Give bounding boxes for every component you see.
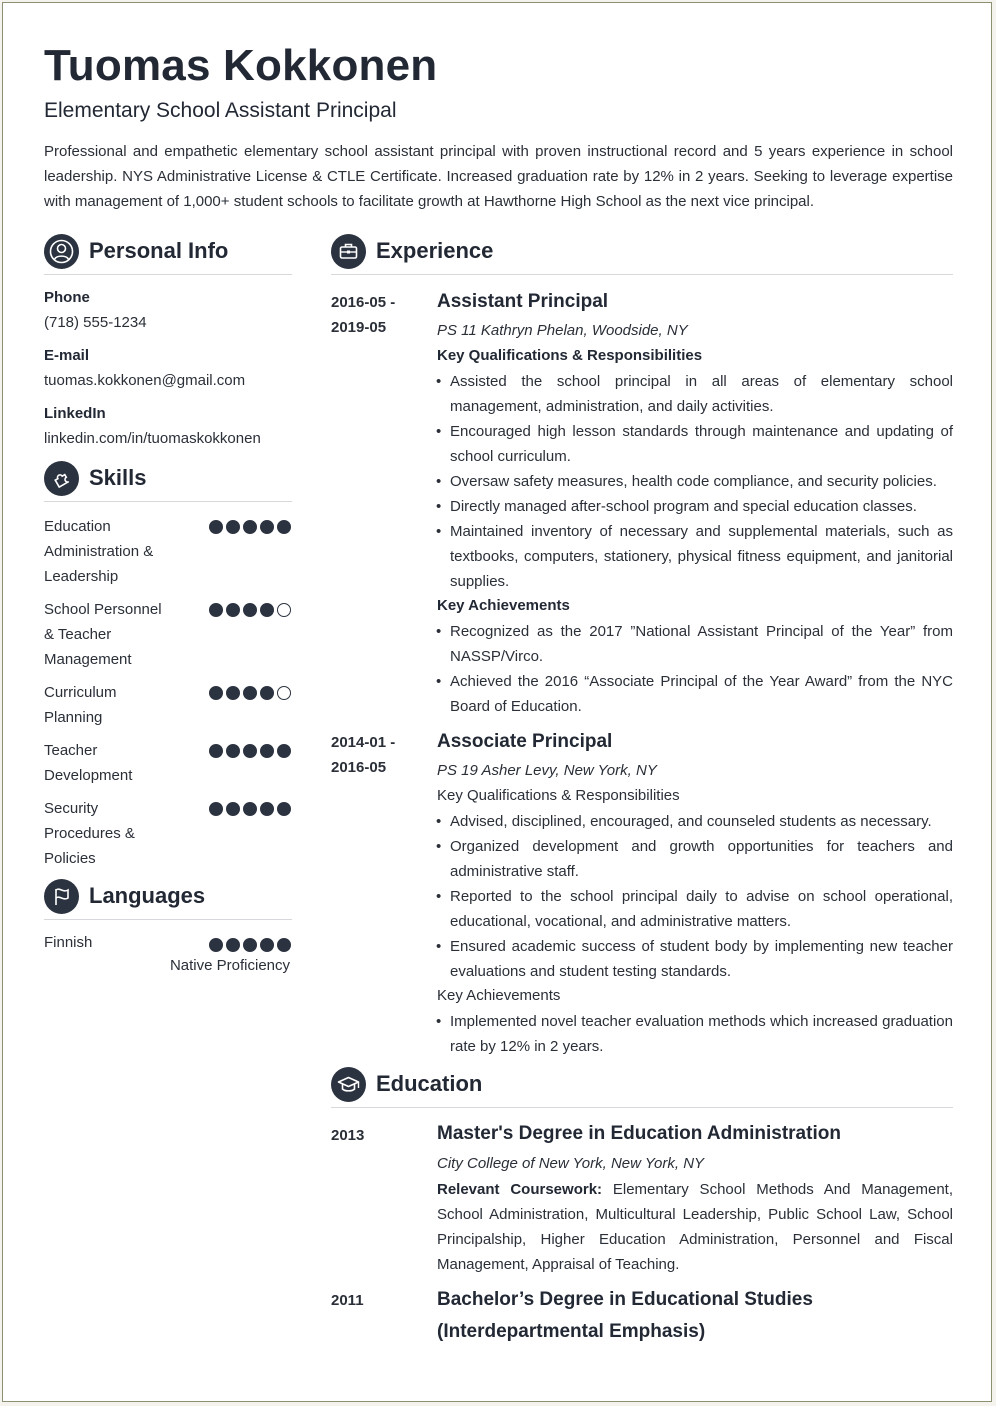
phone-label: Phone <box>44 289 90 306</box>
rating-dot-filled <box>226 686 240 700</box>
rating-dot-filled <box>226 603 240 617</box>
linkedin-label: LinkedIn <box>44 405 106 422</box>
job-date-start: 2014-01 - <box>331 734 396 751</box>
candidate-role: Elementary School Assistant Principal <box>44 99 397 122</box>
rating-dot-filled <box>209 802 223 816</box>
job-duty: • Directly managed after-school program and special education classes. <box>450 494 953 519</box>
rating-dot-filled <box>260 686 274 700</box>
job-title: Associate Principal <box>437 731 613 752</box>
rating-dot-filled <box>209 744 223 758</box>
rating-dot-filled <box>209 603 223 617</box>
job-date-end: 2019-05 <box>331 319 387 336</box>
rating-dot-filled <box>260 603 274 617</box>
rating-dot-filled <box>260 802 274 816</box>
rating-dot-filled <box>277 938 291 952</box>
job-duty: • Advised, disciplined, encouraged, and counseled students as necessary. <box>450 809 953 834</box>
skill-rating <box>209 744 293 758</box>
rating-dot-filled <box>243 686 257 700</box>
graduation-cap-icon <box>331 1067 366 1102</box>
rating-dot-empty <box>277 603 291 617</box>
email-label: E-mail <box>44 347 90 364</box>
job-duty: • Ensured academic success of student body by implementing new teacher evaluations and student testing standards. <box>450 934 953 984</box>
rating-dot-filled <box>209 686 223 700</box>
phone-value[interactable]: (718) 555-1234 <box>44 314 147 331</box>
email-value[interactable]: tuomas.kokkonen@gmail.com <box>44 372 246 389</box>
rating-dot-empty <box>277 686 291 700</box>
flag-icon <box>44 879 79 914</box>
user-icon <box>44 234 79 269</box>
job-date-end: 2016-05 <box>331 759 387 776</box>
job-duty: • Assisted the school principal in all areas of elementary school management, administration, and daily activities. <box>450 369 953 419</box>
job-date-start: 2016-05 - <box>331 294 396 311</box>
resume-page <box>2 2 992 1402</box>
job-place: PS 11 Kathryn Phelan, Woodside, NY <box>437 322 688 339</box>
linkedin-value[interactable]: linkedin.com/in/tuomaskokkonen <box>44 430 261 447</box>
skill-name: Curriculum Planning <box>44 684 117 726</box>
rating-dot-filled <box>243 744 257 758</box>
rating-dot-filled <box>226 802 240 816</box>
rating-dot-filled <box>243 520 257 534</box>
skill-name: Teacher Development <box>44 742 133 784</box>
job-title: Assistant Principal <box>437 291 609 312</box>
coursework-label: Relevant Coursework: <box>437 1181 603 1198</box>
degree-title: Master's Degree in Education Administration <box>437 1123 841 1144</box>
coursework-text: Elementary School Methods And Management, School Administration, Multicultural Leadership, Public School Law, School Principalship, Higher Education Administration, Personnel and Fiscal Management, Appraisal of Teaching. <box>437 1181 954 1273</box>
education-title: Education <box>376 1071 483 1096</box>
education-year: 2013 <box>331 1127 365 1144</box>
school-name: City College of New York, New York, NY <box>437 1155 705 1172</box>
rating-dot-filled <box>277 520 291 534</box>
rating-dot-filled <box>277 802 291 816</box>
job-duty: • Encouraged high lesson standards through maintenance and updating of school curriculum. <box>450 419 953 469</box>
rating-dot-filled <box>243 938 257 952</box>
education-year: 2011 <box>331 1292 364 1309</box>
personal-info-title: Personal Info <box>89 238 229 263</box>
job-place: PS 19 Asher Levy, New York, NY <box>437 762 657 779</box>
job-duty: • Maintained inventory of necessary and supplemental materials, such as textbooks, computers, stationery, physical fitness equipment, and janitorial supplies. <box>450 519 953 594</box>
candidate-name: Tuomas Kokkonen <box>44 41 438 90</box>
skill-rating <box>209 520 293 534</box>
personal-info-heading <box>44 234 292 275</box>
language-rating <box>209 938 293 952</box>
rating-dot-filled <box>209 938 223 952</box>
qualifications-heading: Key Qualifications & Responsibilities <box>437 787 680 804</box>
rating-dot-filled <box>260 744 274 758</box>
achievements-heading: Key Achievements <box>437 987 561 1004</box>
rating-dot-filled <box>243 802 257 816</box>
skills-heading <box>44 461 292 502</box>
profile-summary: Professional and empathetic elementary school assistant principal with proven instructional record and 5 years experience in school leadership. NYS Administrative License & CTLE Certificate. Increased graduation rate by 12% in 2 years. Seeking to leverage expertise with management of 1,000+ student schools to facilitate growth at Hawthorne High School as the next vice principal. <box>44 143 953 210</box>
rating-dot-filled <box>277 744 291 758</box>
coursework <box>437 1177 953 1277</box>
briefcase-icon <box>331 234 366 269</box>
job-achievement: • Achieved the 2016 “Associate Principal of the Year Award” from the NYC Board of Education. <box>450 669 953 719</box>
skill-name: Security Procedures & Policies <box>44 800 135 867</box>
languages-title: Languages <box>89 883 206 908</box>
rating-dot-filled <box>209 520 223 534</box>
experience-heading <box>331 234 953 275</box>
skill-rating <box>209 686 293 700</box>
job-achievement: • Implemented novel teacher evaluation methods which increased graduation rate by 12% in 2 years. <box>450 1009 953 1059</box>
achievements-heading: Key Achievements <box>437 597 570 614</box>
job-duty: • Reported to the school principal daily to advise on school operational, educational, vocational, and administrative matters. <box>450 884 953 934</box>
experience-title: Experience <box>376 238 494 263</box>
puzzle-icon <box>44 461 79 496</box>
qualifications-heading: Key Qualifications & Responsibilities <box>437 347 703 364</box>
skill-rating <box>209 802 293 816</box>
rating-dot-filled <box>226 520 240 534</box>
language-proficiency: Native Proficiency <box>169 957 290 974</box>
degree-title: Bachelor’s Degree in Educational Studies (Interdepartmental Emphasis) <box>437 1289 813 1342</box>
job-duty: • Organized development and growth opportunities for teachers and administrative staff. <box>450 834 953 884</box>
rating-dot-filled <box>243 603 257 617</box>
language-name: Finnish <box>44 934 93 951</box>
skill-name: Education Administration & Leadership <box>44 518 154 585</box>
rating-dot-filled <box>226 744 240 758</box>
job-duty: • Oversaw safety measures, health code compliance, and security policies. <box>450 469 953 494</box>
languages-heading <box>44 879 292 920</box>
education-heading <box>331 1067 953 1108</box>
skill-rating <box>209 603 293 617</box>
job-achievement: • Recognized as the 2017 ”National Assistant Principal of the Year” from NASSP/Virco. <box>450 619 953 669</box>
skills-title: Skills <box>89 465 147 490</box>
rating-dot-filled <box>260 938 274 952</box>
skill-name: School Personnel & Teacher Management <box>44 601 162 668</box>
rating-dot-filled <box>226 938 240 952</box>
rating-dot-filled <box>260 520 274 534</box>
